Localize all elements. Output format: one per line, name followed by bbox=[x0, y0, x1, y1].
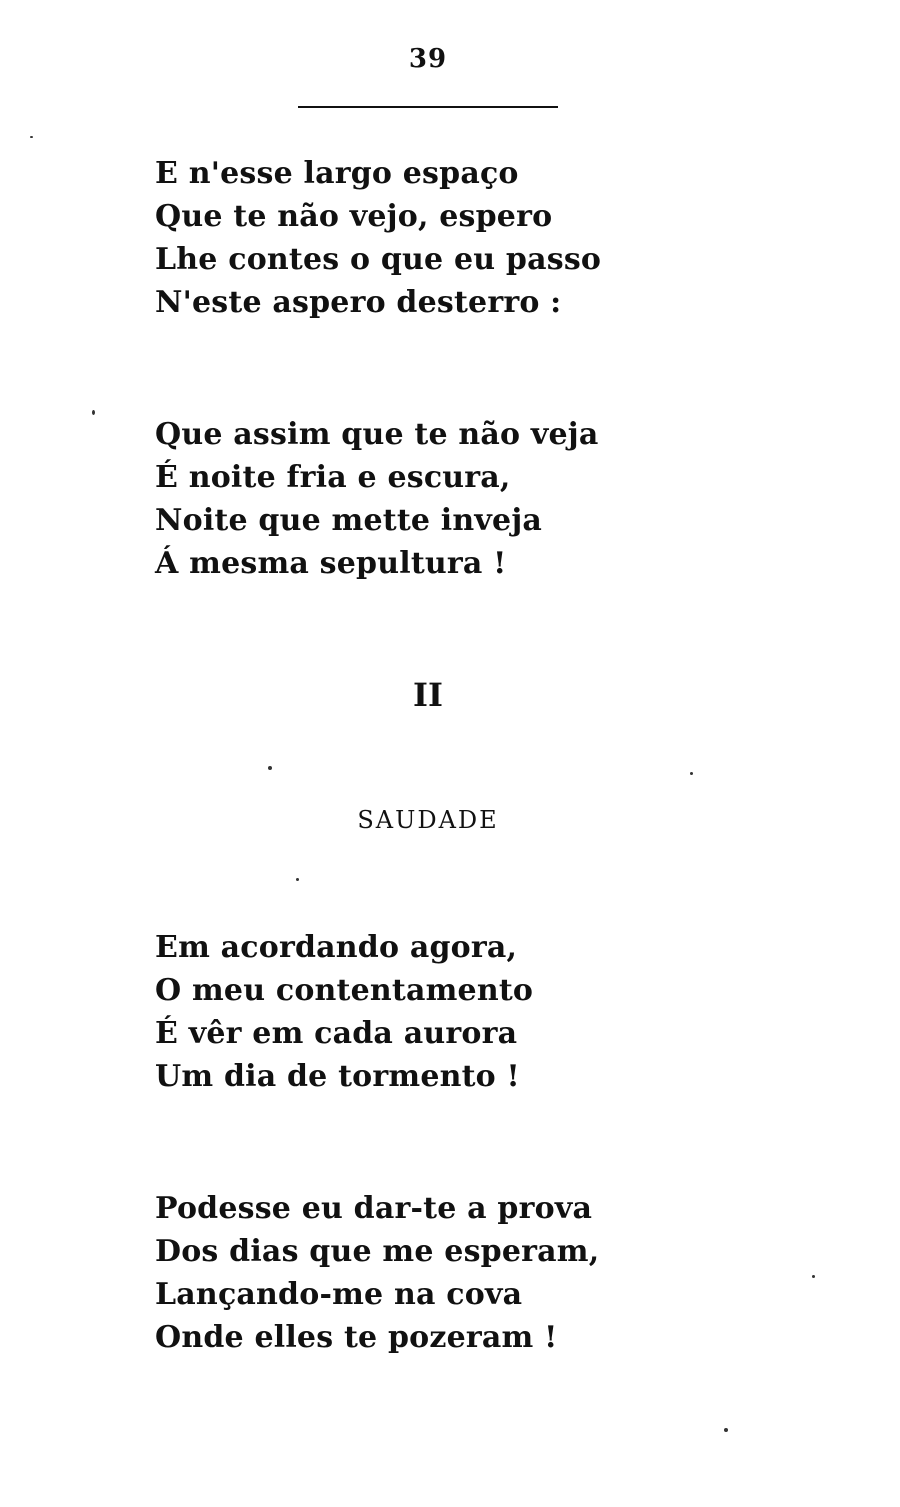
section-title: SAUDADE bbox=[357, 806, 499, 834]
scan-speck bbox=[724, 1428, 728, 1432]
verse-line: É vêr em cada aurora bbox=[155, 1016, 518, 1051]
verse-line: Á mesma sepultura ! bbox=[155, 546, 507, 581]
verse-line: O meu contentamento bbox=[155, 973, 534, 1008]
page-number: 39 bbox=[408, 44, 448, 74]
stanza-3 bbox=[155, 926, 775, 1098]
verse-line: Onde elles te pozeram ! bbox=[155, 1320, 558, 1355]
verse-line: Um dia de tormento ! bbox=[155, 1059, 520, 1094]
section-numeral: II bbox=[413, 676, 443, 714]
verse-line: Lançando-me na cova bbox=[155, 1277, 523, 1312]
scan-speck bbox=[296, 878, 299, 881]
verse-line: Que te não vejo, espero bbox=[155, 199, 553, 234]
verse-line: É noite fria e escura, bbox=[155, 460, 511, 495]
scan-speck bbox=[690, 772, 693, 775]
scan-speck bbox=[92, 410, 95, 415]
verse-line: Que assim que te não veja bbox=[155, 417, 599, 452]
verse-line: E n'esse largo espaço bbox=[155, 156, 519, 191]
verse-line: Podesse eu dar-te a prova bbox=[155, 1191, 593, 1226]
verse-line: N'este aspero desterro : bbox=[155, 285, 562, 320]
verse-line: Noite que mette inveja bbox=[155, 503, 543, 538]
verse-line: Lhe contes o que eu passo bbox=[155, 242, 602, 277]
stanza-4 bbox=[155, 1187, 775, 1359]
header-rule bbox=[298, 106, 558, 108]
stanza-2 bbox=[155, 413, 775, 585]
verse-line: Em acordando agora, bbox=[155, 930, 518, 965]
verse-line: Dos dias que me esperam, bbox=[155, 1234, 600, 1269]
stanza-1 bbox=[155, 152, 775, 324]
scan-speck bbox=[812, 1275, 815, 1278]
scan-speck bbox=[268, 766, 272, 770]
scan-speck bbox=[30, 136, 33, 138]
